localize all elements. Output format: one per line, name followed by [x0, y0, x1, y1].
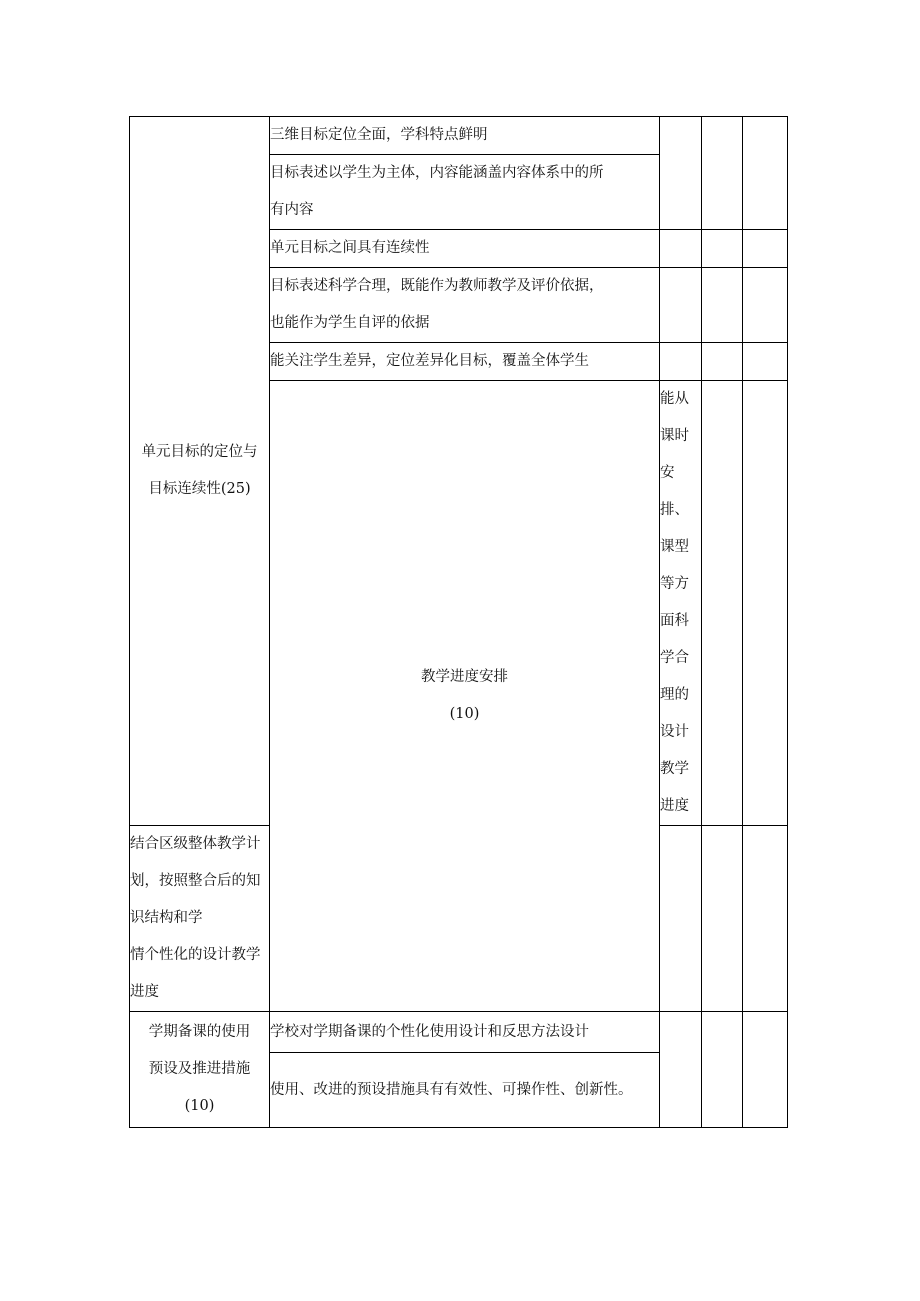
category-cell-teaching-schedule	[270, 381, 660, 1012]
criterion-text: 三维目标定位全面，学科特点鲜明	[270, 127, 488, 143]
criterion-cell	[270, 1053, 660, 1128]
score-cell	[660, 268, 702, 343]
category-text: 单元目标的定位与	[141, 444, 258, 460]
category-text: (10)	[184, 1098, 215, 1114]
score-cell	[702, 343, 743, 381]
criterion-text: 使用、改进的预设措施具有有效性、可操作性、创新性。	[270, 1081, 633, 1098]
evaluation-rubric-table	[129, 116, 788, 1128]
criterion-text: 也能作为学生自评的依据	[270, 315, 430, 331]
criterion-text: 单元目标之间具有连续性	[270, 240, 430, 256]
criterion-cell	[270, 343, 660, 381]
category-text: 预设及推进措施	[148, 1061, 251, 1077]
criterion-text: 有内容	[270, 202, 314, 218]
score-cell	[743, 826, 788, 1012]
table-row	[130, 117, 788, 155]
category-cell-unit-goals	[130, 117, 270, 826]
score-cell	[702, 1012, 743, 1128]
criterion-cell	[270, 1012, 660, 1053]
criterion-text: 结合区级整体教学计划，按照整合后的知识结构和学	[130, 836, 261, 926]
score-cell	[702, 826, 743, 1012]
criterion-cell	[130, 826, 270, 1012]
criterion-cell	[270, 155, 660, 230]
score-cell	[702, 381, 743, 826]
score-cell	[660, 343, 702, 381]
score-cell	[743, 1012, 788, 1128]
score-cell	[660, 230, 702, 268]
score-cell	[743, 343, 788, 381]
score-cell	[743, 381, 788, 826]
score-cell	[660, 1012, 702, 1128]
score-cell	[702, 268, 743, 343]
category-text: (10)	[449, 706, 480, 722]
category-text: 目标连续性(25)	[148, 481, 251, 497]
criterion-cell	[270, 268, 660, 343]
criterion-text: 学校对学期备课的个性化使用设计和反思方法设计	[270, 1023, 589, 1040]
score-cell	[743, 230, 788, 268]
category-cell-semester-planning	[130, 1012, 270, 1128]
score-cell	[660, 826, 702, 1012]
criterion-cell	[270, 230, 660, 268]
score-cell	[743, 268, 788, 343]
criterion-text: 能从课时安排、课型等方面科学合理的设计教学进度	[660, 391, 689, 814]
score-cell	[660, 117, 702, 230]
criterion-text: 目标表述以学生为主体，内容能涵盖内容体系中的所	[270, 165, 604, 181]
score-cell	[743, 117, 788, 230]
category-text: 学期备课的使用	[148, 1024, 251, 1040]
category-text: 教学进度安排	[421, 669, 508, 685]
criterion-text: 目标表述科学合理，既能作为教师教学及评价依据，	[270, 278, 604, 294]
criterion-cell	[660, 381, 702, 826]
score-cell	[702, 117, 743, 230]
table-row	[130, 1012, 788, 1053]
criterion-cell	[270, 117, 660, 155]
score-cell	[702, 230, 743, 268]
criterion-text: 能关注学生差异，定位差异化目标，覆盖全体学生	[270, 353, 589, 369]
criterion-text: 情个性化的设计教学进度	[130, 947, 261, 1000]
